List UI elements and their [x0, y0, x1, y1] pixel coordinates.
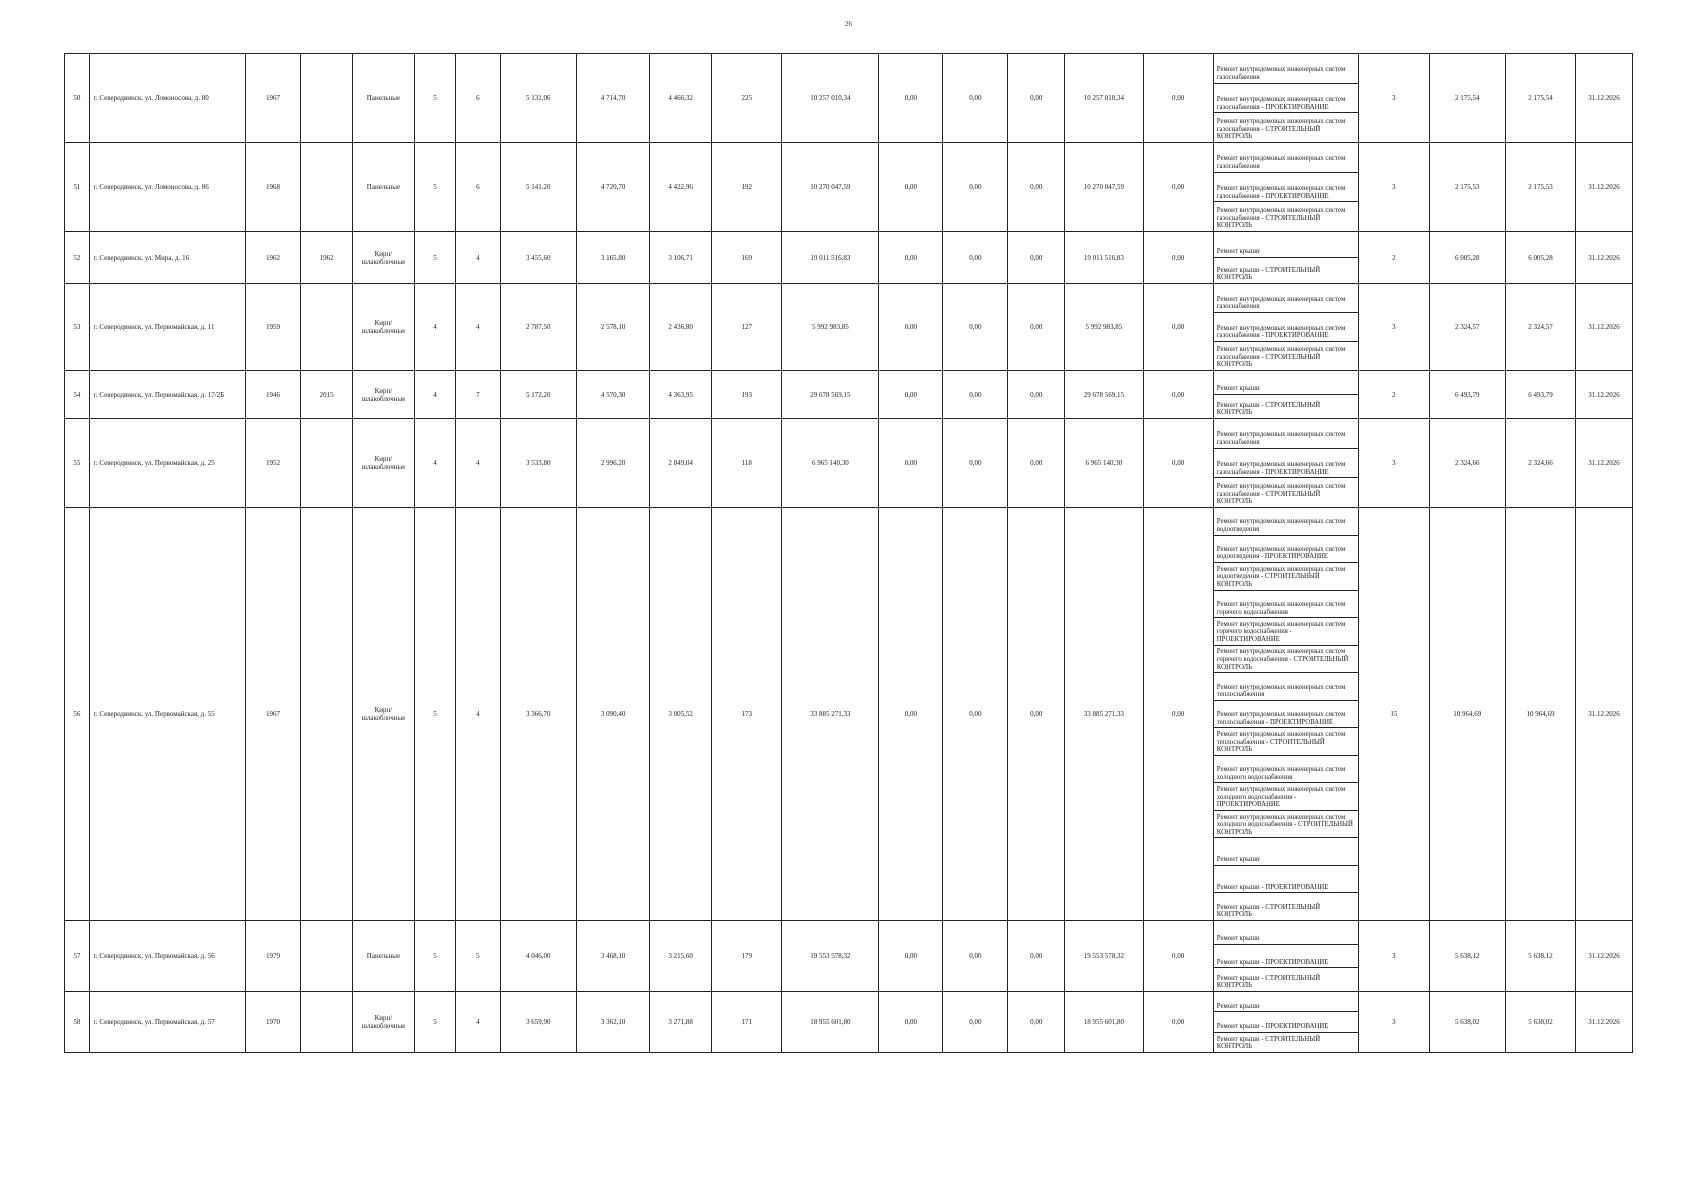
- works-list: [1214, 921, 1359, 991]
- work-item: Ремонт внутридомовых инженерных систем водоотведения - СТРОИТЕЛЬНЫЙ КОНТРОЛЬ: [1214, 563, 1359, 591]
- table-row: [65, 284, 1633, 371]
- works-list: [1214, 284, 1359, 370]
- work-item: Ремонт внутридомовых инженерных систем газоснабжения - СТРОИТЕЛЬНЫЙ КОНТРОЛЬ: [1216, 207, 1346, 230]
- cell-fund-local: 0,00: [1008, 508, 1065, 921]
- cell-works-count: 3: [1359, 284, 1429, 371]
- cell-residents: 118: [712, 419, 782, 508]
- cell-fund-local: 0,00: [1008, 419, 1065, 508]
- cell-fund-other: 0,00: [1143, 921, 1213, 992]
- cell-max-unit-cost: 2 175,53: [1505, 143, 1575, 232]
- work-item: Ремонт внутридомовых инженерных систем газоснабжения - СТРОИТЕЛЬНЫЙ КОНТРОЛЬ: [1216, 483, 1346, 506]
- work-item: Ремонт внутридомовых инженерных систем горячего водоснабжения - ПРОЕКТИРОВАНИЕ: [1214, 618, 1359, 646]
- cell-n: 56: [65, 508, 90, 921]
- cell-works: [1213, 921, 1359, 992]
- cell-fund-regional: 0,00: [943, 992, 1008, 1053]
- cell-fund-federal: 0,00: [879, 143, 943, 232]
- cell-deadline: 31.12.2026: [1576, 232, 1633, 284]
- cell-area-total: 3 659,90: [500, 992, 576, 1053]
- cell-entrances: 4: [456, 508, 500, 921]
- table-row: [65, 419, 1633, 508]
- cell-works-count: 3: [1359, 921, 1429, 992]
- cell-area-total: 3 455,60: [500, 232, 576, 284]
- cell-cost-total: 19 011 516,83: [782, 232, 879, 284]
- cell-address: г. Северодвинск, ул. Первомайская, д. 17/2Б: [89, 371, 245, 419]
- cell-fund-regional: 0,00: [943, 143, 1008, 232]
- cell-unit-cost: 5 638,12: [1429, 921, 1505, 992]
- cell-fund-owners: 18 955 601,80: [1065, 992, 1143, 1053]
- cell-works: [1213, 143, 1359, 232]
- cell-fund-local: 0,00: [1008, 921, 1065, 992]
- table-row: [65, 371, 1633, 419]
- cell-works: [1213, 54, 1359, 143]
- cell-area-rooms: 4 720,70: [576, 143, 649, 232]
- cell-area-living: 3 005,52: [650, 508, 712, 921]
- cell-walls: Панельные: [352, 54, 414, 143]
- work-item: Ремонт крыши: [1214, 992, 1359, 1012]
- cell-deadline: 31.12.2026: [1576, 508, 1633, 921]
- cell-address: г. Северодвинск, ул. Первомайская, д. 57: [89, 992, 245, 1053]
- work-item: Ремонт внутридомовых инженерных систем газоснабжения - СТРОИТЕЛЬНЫЙ КОНТРОЛЬ: [1216, 346, 1346, 369]
- cell-area-living: 3 215,60: [650, 921, 712, 992]
- cell-address: г. Северодвинск, ул. Мира, д. 16: [89, 232, 245, 284]
- works-list: [1214, 508, 1359, 920]
- cell-fund-owners: 33 885 271,33: [1065, 508, 1143, 921]
- cell-area-rooms: 4 570,30: [576, 371, 649, 419]
- cell-works: [1213, 371, 1359, 419]
- work-item: Ремонт крыши - СТРОИТЕЛЬНЫЙ КОНТРОЛЬ: [1216, 1035, 1321, 1051]
- works-list: [1214, 371, 1359, 418]
- cell-residents: 173: [712, 508, 782, 921]
- cell-fund-local: 0,00: [1008, 54, 1065, 143]
- cell-works-count: 3: [1359, 54, 1429, 143]
- cell-fund-federal: 0,00: [879, 371, 943, 419]
- cell-fund-local: 0,00: [1008, 143, 1065, 232]
- work-item: Ремонт внутридомовых инженерных систем горячего водоснабжения: [1214, 591, 1359, 619]
- cell-walls: Кирп/ шлакоблочные: [352, 371, 414, 419]
- cell-entrances: 5: [456, 921, 500, 992]
- cell-deadline: 31.12.2026: [1576, 992, 1633, 1053]
- cell-fund-local: 0,00: [1008, 992, 1065, 1053]
- cell-unit-cost: 5 638,02: [1429, 992, 1505, 1053]
- cell-area-total: 5 141,20: [500, 143, 576, 232]
- work-item: Ремонт внутридомовых инженерных систем холодного водоснабжения - ПРОЕКТИРОВАНИЕ: [1214, 783, 1359, 811]
- cell-deadline: 31.12.2026: [1576, 284, 1633, 371]
- cell-fund-owners: 6 965 140,30: [1065, 419, 1143, 508]
- work-item: Ремонт крыши - СТРОИТЕЛЬНЫЙ КОНТРОЛЬ: [1216, 266, 1321, 282]
- work-item: Ремонт крыши: [1214, 838, 1359, 866]
- work-item: Ремонт внутридомовых инженерных систем теплоснабжения: [1214, 673, 1359, 701]
- cell-unit-cost: 10 964,69: [1429, 508, 1505, 921]
- cell-n: 51: [65, 143, 90, 232]
- capital-repair-table: [64, 53, 1633, 1053]
- cell-max-unit-cost: 5 638,12: [1505, 921, 1575, 992]
- table-row: [65, 232, 1633, 284]
- cell-area-living: 3 271,88: [650, 992, 712, 1053]
- cell-fund-other: 0,00: [1143, 54, 1213, 143]
- cell-cost-total: 5 992 983,85: [782, 284, 879, 371]
- cell-works: [1213, 419, 1359, 508]
- cell-unit-cost: 2 175,54: [1429, 54, 1505, 143]
- cell-fund-owners: 19 553 578,32: [1065, 921, 1143, 992]
- cell-address: г. Северодвинск, ул. Первомайская, д. 11: [89, 284, 245, 371]
- cell-fund-other: 0,00: [1143, 992, 1213, 1053]
- cell-fund-local: 0,00: [1008, 232, 1065, 284]
- cell-max-unit-cost: 6 005,28: [1505, 232, 1575, 284]
- cell-address: г. Северодвинск, ул. Ломоносова, д. 80: [89, 54, 245, 143]
- cell-reconstruction: 2015: [301, 371, 353, 419]
- cell-entrances: 4: [456, 419, 500, 508]
- table-row: [65, 54, 1633, 143]
- cell-reconstruction: [301, 508, 353, 921]
- table-row: [65, 508, 1633, 921]
- cell-year: 1968: [245, 143, 301, 232]
- works-list: [1214, 143, 1359, 231]
- cell-area-living: 3 106,71: [650, 232, 712, 284]
- cell-reconstruction: [301, 284, 353, 371]
- cell-max-unit-cost: 6 493,79: [1505, 371, 1575, 419]
- cell-fund-federal: 0,00: [879, 284, 943, 371]
- cell-area-total: 5 131,06: [500, 54, 576, 143]
- work-item: Ремонт внутридомовых инженерных систем газоснабжения: [1214, 143, 1359, 173]
- works-list: [1214, 54, 1359, 142]
- cell-fund-regional: 0,00: [943, 232, 1008, 284]
- cell-n: 58: [65, 992, 90, 1053]
- work-item: Ремонт крыши - СТРОИТЕЛЬНЫЙ КОНТРОЛЬ: [1216, 903, 1321, 919]
- cell-year: 1979: [245, 921, 301, 992]
- table-row: [65, 921, 1633, 992]
- work-item: Ремонт внутридомовых инженерных систем теплоснабжения - ПРОЕКТИРОВАНИЕ: [1214, 701, 1359, 729]
- cell-walls: Кирп/ шлакоблочные: [352, 232, 414, 284]
- cell-fund-owners: 19 011 516,83: [1065, 232, 1143, 284]
- cell-fund-owners: 10 270 047,59: [1065, 143, 1143, 232]
- work-item: Ремонт внутридомовых инженерных систем газоснабжения - ПРОЕКТИРОВАНИЕ: [1214, 84, 1359, 114]
- cell-cost-total: 18 955 601,80: [782, 992, 879, 1053]
- cell-n: 52: [65, 232, 90, 284]
- cell-unit-cost: 2 324,66: [1429, 419, 1505, 508]
- cell-reconstruction: 1962: [301, 232, 353, 284]
- cell-floors: 5: [414, 992, 455, 1053]
- cell-year: 1952: [245, 419, 301, 508]
- work-item: Ремонт внутридомовых инженерных систем холодного водоснабжения - СТРОИТЕЛЬНЫЙ КОНТРОЛЬ: [1214, 811, 1359, 839]
- cell-max-unit-cost: 2 175,54: [1505, 54, 1575, 143]
- cell-area-living: 4 466,32: [650, 54, 712, 143]
- cell-address: г. Северодвинск, ул. Первомайская, д. 56: [89, 921, 245, 992]
- cell-residents: 225: [712, 54, 782, 143]
- cell-works: [1213, 232, 1359, 284]
- cell-n: 53: [65, 284, 90, 371]
- cell-deadline: 31.12.2026: [1576, 921, 1633, 992]
- cell-works-count: 3: [1359, 992, 1429, 1053]
- cell-walls: Панельные: [352, 921, 414, 992]
- work-item: Ремонт крыши: [1214, 232, 1359, 258]
- cell-works: [1213, 992, 1359, 1053]
- cell-fund-local: 0,00: [1008, 371, 1065, 419]
- cell-reconstruction: [301, 143, 353, 232]
- cell-unit-cost: 2 324,57: [1429, 284, 1505, 371]
- cell-works: [1213, 284, 1359, 371]
- cell-walls: Панельные: [352, 143, 414, 232]
- cell-unit-cost: 2 175,53: [1429, 143, 1505, 232]
- cell-cost-total: 10 270 047,59: [782, 143, 879, 232]
- cell-walls: Кирп/ шлакоблочные: [352, 508, 414, 921]
- cell-year: 1946: [245, 371, 301, 419]
- work-item: Ремонт внутридомовых инженерных систем газоснабжения - СТРОИТЕЛЬНЫЙ КОНТРОЛЬ: [1216, 118, 1346, 141]
- table-row: [65, 143, 1633, 232]
- cell-area-rooms: 4 714,70: [576, 54, 649, 143]
- cell-deadline: 31.12.2026: [1576, 54, 1633, 143]
- cell-entrances: 4: [456, 992, 500, 1053]
- cell-residents: 179: [712, 921, 782, 992]
- cell-fund-regional: 0,00: [943, 921, 1008, 992]
- cell-deadline: 31.12.2026: [1576, 419, 1633, 508]
- cell-walls: Кирп/ шлакоблочные: [352, 284, 414, 371]
- cell-floors: 4: [414, 371, 455, 419]
- work-item: Ремонт крыши - СТРОИТЕЛЬНЫЙ КОНТРОЛЬ: [1216, 974, 1321, 990]
- cell-fund-federal: 0,00: [879, 232, 943, 284]
- cell-fund-regional: 0,00: [943, 284, 1008, 371]
- cell-fund-other: 0,00: [1143, 419, 1213, 508]
- works-list: [1214, 232, 1359, 283]
- cell-fund-federal: 0,00: [879, 992, 943, 1053]
- cell-year: 1970: [245, 992, 301, 1053]
- work-item: Ремонт внутридомовых инженерных систем газоснабжения: [1214, 284, 1359, 313]
- work-item: Ремонт крыши - ПРОЕКТИРОВАНИЕ: [1214, 1012, 1359, 1032]
- cell-n: 50: [65, 54, 90, 143]
- cell-fund-other: 0,00: [1143, 143, 1213, 232]
- cell-reconstruction: [301, 921, 353, 992]
- work-item: Ремонт крыши: [1214, 921, 1359, 945]
- work-item: Ремонт крыши - ПРОЕКТИРОВАНИЕ: [1214, 866, 1359, 894]
- work-item: Ремонт крыши: [1214, 371, 1359, 395]
- cell-max-unit-cost: 2 324,57: [1505, 284, 1575, 371]
- cell-area-total: 3 366,70: [500, 508, 576, 921]
- cell-max-unit-cost: 5 638,02: [1505, 992, 1575, 1053]
- cell-fund-other: 0,00: [1143, 371, 1213, 419]
- cell-residents: 193: [712, 371, 782, 419]
- cell-fund-federal: 0,00: [879, 508, 943, 921]
- page-number: 26: [845, 20, 852, 28]
- cell-residents: 171: [712, 992, 782, 1053]
- cell-walls: Кирп/ шлакоблочные: [352, 419, 414, 508]
- table-row: [65, 992, 1633, 1053]
- cell-entrances: 7: [456, 371, 500, 419]
- cell-reconstruction: [301, 992, 353, 1053]
- work-item: Ремонт внутридомовых инженерных систем горячего водоснабжения - СТРОИТЕЛЬНЫЙ КОНТРОЛЬ: [1214, 646, 1359, 674]
- cell-area-rooms: 3 165,80: [576, 232, 649, 284]
- cell-works-count: 3: [1359, 143, 1429, 232]
- cell-works-count: 2: [1359, 371, 1429, 419]
- cell-entrances: 6: [456, 54, 500, 143]
- cell-fund-other: 0,00: [1143, 232, 1213, 284]
- work-item: Ремонт внутридомовых инженерных систем водоотведения: [1214, 508, 1359, 536]
- cell-deadline: 31.12.2026: [1576, 143, 1633, 232]
- cell-residents: 192: [712, 143, 782, 232]
- cell-residents: 169: [712, 232, 782, 284]
- cell-fund-regional: 0,00: [943, 508, 1008, 921]
- cell-fund-other: 0,00: [1143, 508, 1213, 921]
- cell-area-living: 2 849,04: [650, 419, 712, 508]
- cell-fund-owners: 5 992 983,85: [1065, 284, 1143, 371]
- cell-fund-owners: 10 257 010,34: [1065, 54, 1143, 143]
- work-item: Ремонт внутридомовых инженерных систем водоотведения - ПРОЕКТИРОВАНИЕ: [1214, 536, 1359, 564]
- cell-area-rooms: 3 090,40: [576, 508, 649, 921]
- work-item: Ремонт внутридомовых инженерных систем газоснабжения - ПРОЕКТИРОВАНИЕ: [1214, 313, 1359, 342]
- cell-floors: 4: [414, 419, 455, 508]
- cell-cost-total: 29 678 569,15: [782, 371, 879, 419]
- cell-fund-regional: 0,00: [943, 371, 1008, 419]
- cell-cost-total: 6 965 140,30: [782, 419, 879, 508]
- cell-area-living: 2 436,80: [650, 284, 712, 371]
- cell-max-unit-cost: 2 324,66: [1505, 419, 1575, 508]
- cell-max-unit-cost: 10 964,69: [1505, 508, 1575, 921]
- works-list: [1214, 419, 1359, 507]
- cell-fund-local: 0,00: [1008, 284, 1065, 371]
- works-list: [1214, 992, 1359, 1052]
- cell-floors: 5: [414, 232, 455, 284]
- cell-fund-regional: 0,00: [943, 54, 1008, 143]
- cell-floors: 5: [414, 508, 455, 921]
- cell-walls: Кирп/ шлакоблочные: [352, 992, 414, 1053]
- cell-cost-total: 10 257 010,34: [782, 54, 879, 143]
- cell-area-living: 4 363,95: [650, 371, 712, 419]
- cell-cost-total: 19 553 578,32: [782, 921, 879, 992]
- cell-works-count: 3: [1359, 419, 1429, 508]
- cell-area-total: 3 533,80: [500, 419, 576, 508]
- cell-n: 54: [65, 371, 90, 419]
- cell-n: 57: [65, 921, 90, 992]
- cell-fund-regional: 0,00: [943, 419, 1008, 508]
- work-item: Ремонт крыши - СТРОИТЕЛЬНЫЙ КОНТРОЛЬ: [1216, 401, 1321, 417]
- cell-year: 1967: [245, 54, 301, 143]
- cell-address: г. Северодвинск, ул. Ломоносова, д. 86: [89, 143, 245, 232]
- cell-deadline: 31.12.2026: [1576, 371, 1633, 419]
- cell-year: 1959: [245, 284, 301, 371]
- work-item: Ремонт внутридомовых инженерных систем теплоснабжения - СТРОИТЕЛЬНЫЙ КОНТРОЛЬ: [1214, 728, 1359, 756]
- cell-fund-other: 0,00: [1143, 284, 1213, 371]
- cell-floors: 5: [414, 921, 455, 992]
- cell-works-count: 15: [1359, 508, 1429, 921]
- cell-cost-total: 33 885 271,33: [782, 508, 879, 921]
- cell-residents: 127: [712, 284, 782, 371]
- cell-unit-cost: 6 493,79: [1429, 371, 1505, 419]
- cell-fund-federal: 0,00: [879, 921, 943, 992]
- cell-fund-federal: 0,00: [879, 54, 943, 143]
- cell-unit-cost: 6 005,28: [1429, 232, 1505, 284]
- cell-n: 55: [65, 419, 90, 508]
- cell-area-total: 4 046,00: [500, 921, 576, 992]
- work-item: Ремонт внутридомовых инженерных систем холодного водоснабжения: [1214, 756, 1359, 784]
- cell-reconstruction: [301, 419, 353, 508]
- cell-fund-owners: 29 678 569,15: [1065, 371, 1143, 419]
- work-item: Ремонт крыши - ПРОЕКТИРОВАНИЕ: [1214, 945, 1359, 969]
- cell-address: г. Северодвинск, ул. Первомайская, д. 55: [89, 508, 245, 921]
- work-item: Ремонт внутридомовых инженерных систем газоснабжения - ПРОЕКТИРОВАНИЕ: [1214, 449, 1359, 479]
- cell-year: 1967: [245, 508, 301, 921]
- cell-area-rooms: 2 996,20: [576, 419, 649, 508]
- cell-works: [1213, 508, 1359, 921]
- cell-area-living: 4 422,96: [650, 143, 712, 232]
- cell-area-total: 2 787,50: [500, 284, 576, 371]
- work-item: Ремонт внутридомовых инженерных систем газоснабжения - ПРОЕКТИРОВАНИЕ: [1214, 173, 1359, 203]
- cell-floors: 5: [414, 143, 455, 232]
- cell-floors: 4: [414, 284, 455, 371]
- cell-area-rooms: 2 578,10: [576, 284, 649, 371]
- cell-area-total: 5 172,20: [500, 371, 576, 419]
- cell-entrances: 4: [456, 232, 500, 284]
- cell-entrances: 4: [456, 284, 500, 371]
- cell-works-count: 2: [1359, 232, 1429, 284]
- cell-reconstruction: [301, 54, 353, 143]
- work-item: Ремонт внутридомовых инженерных систем газоснабжения: [1214, 54, 1359, 84]
- cell-entrances: 6: [456, 143, 500, 232]
- cell-area-rooms: 3 362,10: [576, 992, 649, 1053]
- work-item: Ремонт внутридомовых инженерных систем газоснабжения: [1214, 419, 1359, 449]
- cell-year: 1962: [245, 232, 301, 284]
- cell-floors: 5: [414, 54, 455, 143]
- cell-address: г. Северодвинск, ул. Первомайская, д. 25: [89, 419, 245, 508]
- cell-fund-federal: 0,00: [879, 419, 943, 508]
- cell-area-rooms: 3 468,10: [576, 921, 649, 992]
